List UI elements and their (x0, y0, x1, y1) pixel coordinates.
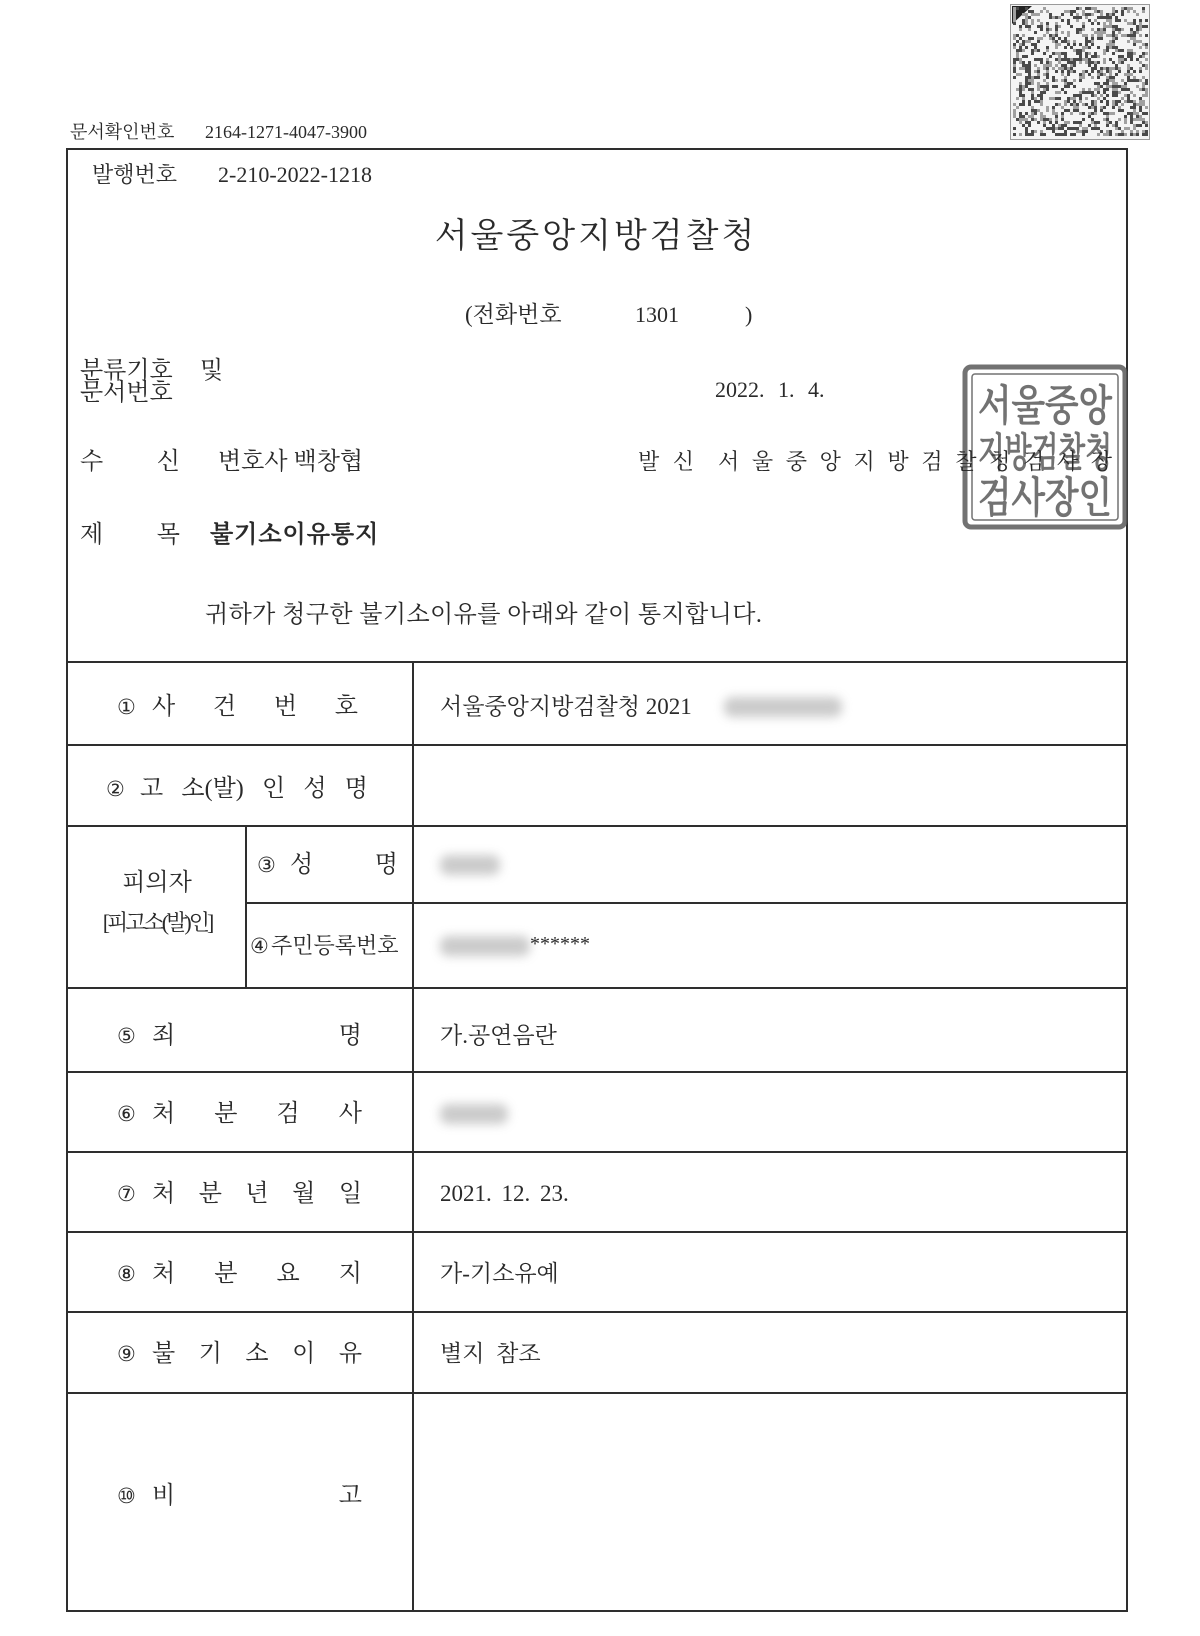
table-divider (66, 825, 1128, 827)
sender-name: 서 울 중 앙 지 방 검 찰 청 검 사 장 (718, 449, 1112, 474)
resident-number-label: 주민등록번호 (271, 933, 399, 958)
table-column-divider (412, 661, 414, 1612)
classification-label-line2: 문서번호 (80, 380, 173, 406)
seal-text-row2: 지방검찰청 (978, 430, 1112, 476)
charge-value: 가.공연음란 (440, 1023, 557, 1048)
notice-sentence: 귀하가 청구한 불기소이유를 아래와 같이 통지합니다. (205, 602, 763, 628)
reason-value: 별지 참조 (440, 1341, 541, 1366)
remarks-label: 비 고 (152, 1483, 362, 1509)
disposition-date-label: 처 분 년 월 일 (152, 1181, 362, 1207)
row-number-8: ⑧ (117, 1262, 136, 1286)
row-number-3: ③ (257, 853, 276, 877)
row-number-6: ⑥ (117, 1102, 136, 1126)
suspect-group-label: 피의자 (122, 870, 192, 896)
issue-number: 2-210-2022-1218 (218, 162, 372, 187)
phone-close: ) (745, 302, 753, 327)
suspect-group-sublabel: [피고소(발)인] (102, 910, 212, 935)
redacted-suspect-name (440, 855, 500, 875)
reason-label: 불 기 소 이 유 (152, 1341, 362, 1367)
case-number-label: 사 건 번 호 (152, 694, 358, 720)
redacted-case-number (724, 697, 842, 717)
recipient-label: 수 신 (80, 449, 180, 475)
phone-open: (전화번호 (465, 302, 562, 327)
doc-check-label: 문서확인번호 (70, 122, 175, 142)
classification-label-and: 및 (200, 358, 224, 384)
redacted-prosecutor-name (440, 1104, 508, 1124)
row-number-5: ⑤ (117, 1024, 136, 1048)
sender-label: 발 신 (638, 449, 694, 474)
row-number-10: ⑩ (117, 1484, 136, 1508)
resident-number-masked: ****** (530, 933, 590, 955)
seal-text-row1: 서울중앙 (978, 381, 1114, 430)
charge-label: 죄 명 (152, 1023, 362, 1049)
table-divider (66, 987, 1128, 989)
table-divider (66, 1231, 1128, 1233)
table-divider (66, 1071, 1128, 1073)
subject-title: 불기소이유통지 (210, 522, 380, 548)
issue-label: 발행번호 (92, 162, 178, 187)
table-divider (66, 744, 1128, 746)
case-number-value: 서울중앙지방검찰청 2021 (440, 694, 692, 719)
prosecutor-label: 처 분 검 사 (152, 1101, 362, 1127)
table-divider (246, 902, 1128, 904)
subject-label: 제 목 (80, 522, 180, 548)
table-divider (66, 1392, 1128, 1394)
seal-text-row3: 검사장인 (978, 473, 1112, 522)
agency-title: 서울중앙지방검찰청 (434, 218, 758, 255)
row-number-1: ① (117, 695, 136, 719)
suspect-name-label: 성 명 (290, 852, 398, 878)
doc-check-number: 2164-1271-4047-3900 (205, 122, 367, 142)
row-number-2: ② (106, 777, 125, 801)
row-number-4: ④ (250, 934, 269, 958)
table-divider (66, 1151, 1128, 1153)
table-divider (66, 661, 1128, 663)
phone-number: 1301 (635, 302, 679, 327)
recipient-name: 변호사 백창협 (218, 449, 364, 475)
disposition-summary-label: 처 분 요 지 (152, 1261, 362, 1287)
table-subcolumn-divider (245, 825, 247, 988)
document-date: 2022. 1. 4. (715, 377, 825, 402)
complainant-label: 고 소(발) 인 성 명 (140, 776, 368, 802)
disposition-date-value: 2021. 12. 23. (440, 1181, 569, 1206)
redacted-resident-number (440, 936, 530, 956)
classification-label-line1: 분류기호 (80, 358, 173, 384)
document-barcode (1010, 4, 1150, 140)
row-number-9: ⑨ (117, 1342, 136, 1366)
table-divider (66, 1311, 1128, 1313)
row-number-7: ⑦ (117, 1182, 136, 1206)
disposition-summary-value: 가-기소유예 (440, 1261, 559, 1286)
